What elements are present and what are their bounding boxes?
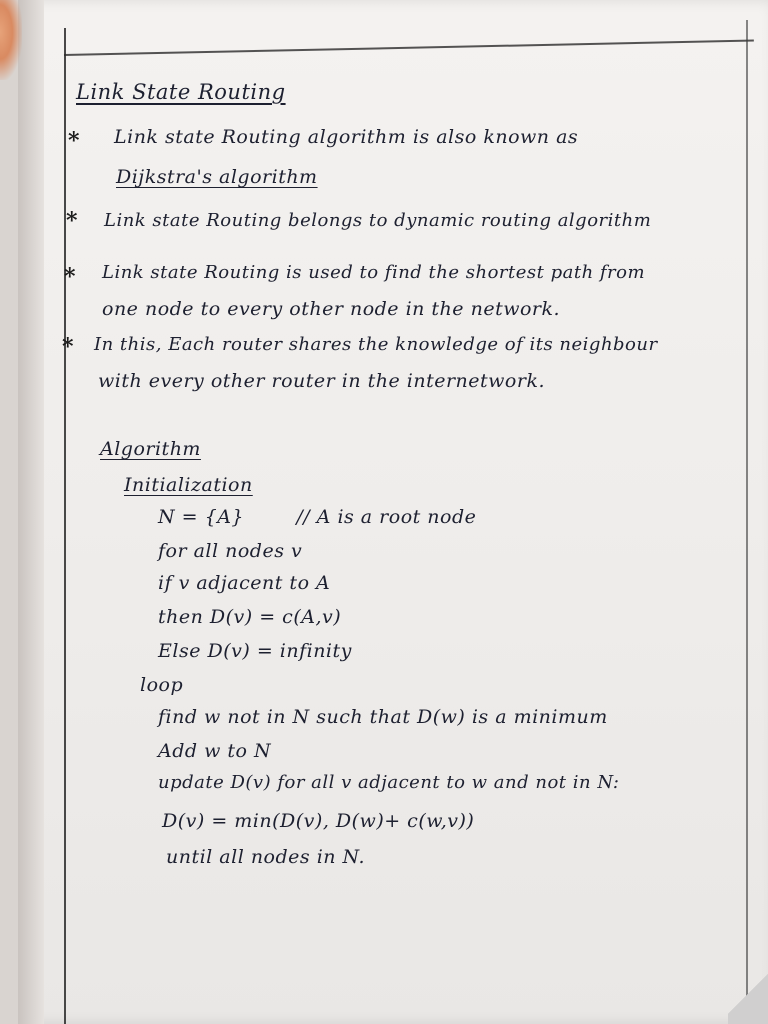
page-heading: Link State Routing: [76, 80, 286, 104]
bullet-4-line-2: with every other router in the internetwork.: [98, 370, 546, 392]
margin-line-horizontal: [64, 40, 754, 56]
margin-line-right: [746, 20, 748, 1024]
margin-line-vertical: [64, 28, 66, 1024]
loop-label: loop: [140, 674, 184, 696]
loop-line-2: Add w to N: [158, 740, 272, 762]
loop-line-1: find w not in N such that D(w) is a minimum: [158, 706, 608, 728]
init-line-1: N = {A} // A is a root node: [158, 506, 477, 528]
bullet-star: *: [66, 208, 78, 234]
notebook-page: [18, 0, 768, 1024]
page-corner-fold: [728, 964, 768, 1024]
init-line-4: then D(v) = c(A,v): [158, 606, 342, 628]
loop-line-5: until all nodes in N.: [166, 846, 365, 868]
algorithm-title: Algorithm: [100, 438, 201, 460]
bullet-star: *: [64, 264, 76, 290]
thumb-shadow: [0, 0, 22, 80]
page-left-shadow: [18, 0, 44, 1024]
init-line-3: if v adjacent to A: [158, 572, 331, 594]
bullet-star: *: [68, 128, 80, 154]
bullet-4-line-1: In this, Each router shares the knowledge of its neighbour: [94, 334, 658, 355]
bullet-1-line-1: Link state Routing algorithm is also known as: [114, 126, 579, 148]
init-line-5: Else D(v) = infinity: [158, 640, 352, 662]
initialization-label: Initialization: [124, 474, 253, 496]
bullet-3-line-2: one node to every other node in the network.: [102, 298, 561, 320]
bullet-3-line-1: Link state Routing is used to find the shortest path from: [102, 262, 646, 283]
init-line-2: for all nodes v: [158, 540, 303, 562]
loop-line-4: D(v) = min(D(v), D(w)+ c(w,v)): [162, 810, 475, 832]
bullet-2-line-1: Link state Routing belongs to dynamic routing algorithm: [104, 210, 652, 231]
bullet-star: *: [62, 334, 74, 360]
loop-line-3: update D(v) for all v adjacent to w and not in N:: [158, 772, 620, 793]
bullet-1-line-2: Dijkstra's algorithm: [116, 166, 318, 188]
